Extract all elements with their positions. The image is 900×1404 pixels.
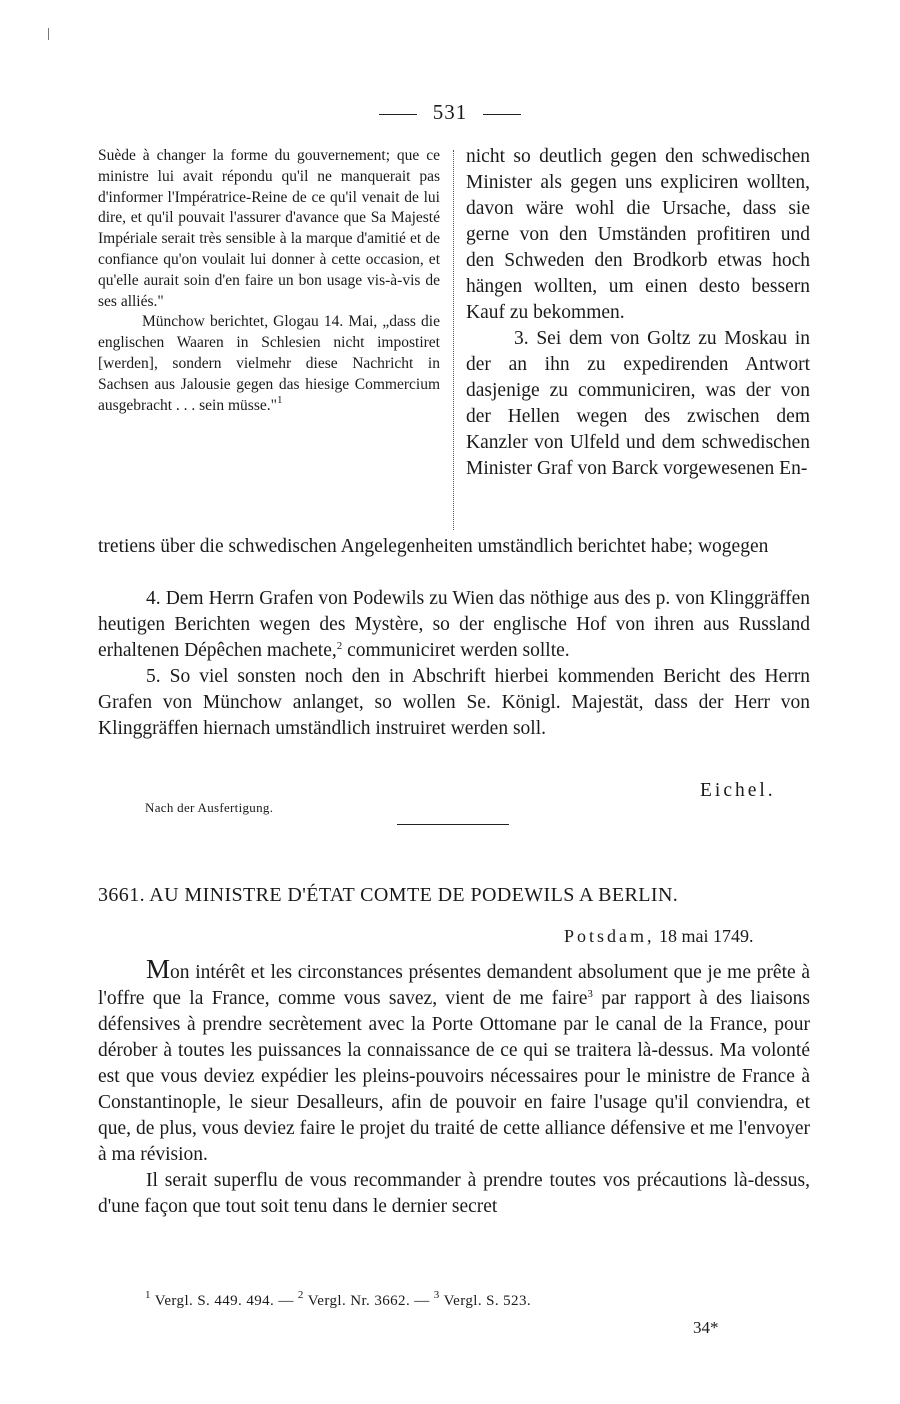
full-width-items <box>98 586 810 742</box>
letter-body <box>98 956 810 1220</box>
letter-paragraph-1 <box>98 956 810 1168</box>
footnote-2-number: 2 <box>297 1289 304 1301</box>
full-width-continuation <box>98 534 810 560</box>
margin-tick <box>48 28 49 40</box>
item-4-paragraph <box>98 586 810 664</box>
left-column-footnote-text <box>98 146 440 416</box>
footnote-2-text: Vergl. Nr. 3662. — <box>307 1293 430 1309</box>
signature-eichel: Eichel. <box>700 780 776 801</box>
right-paragraph-1: nicht so deutlich gegen den schwedischen Minister als gegen uns expliciren wollten, davon wäre wohl die Ursache, dass sie gerne von den Umständen profitiren und den Schweden den Brodkorb etwas hoch hängen wollten, um einen desto bessern Kauf zu bekommen. <box>466 146 810 323</box>
letter-paragraph-1-text: on intérêt et les circonstances présentes demandent absolument que je me prête à l'offre que la France, comme vous savez, vient de me faire <box>98 962 810 1009</box>
dateline-place: Potsdam, <box>564 926 655 946</box>
page-number-text: 531 <box>432 100 468 124</box>
page-number <box>0 100 900 125</box>
footnote-1-text: Vergl. S. 449. 494. — <box>154 1293 294 1309</box>
footnote-ref-1: 1 <box>276 393 283 406</box>
footnotes <box>145 1289 532 1310</box>
footnote-1-number: 1 <box>145 1289 151 1301</box>
right-paragraph-item-3: 3. Sei dem von Goltz zu Moskau in der an ihn zu expedirenden Antwort dasjenige zu communiciren, was der von der Hellen wegen des zwischen dem Kanzler von Ulfeld und dem schwedischen Minister Graf von Barck vorgewesenen En- <box>466 328 810 479</box>
left-paragraph-2-text: Münchow berichtet, Glogau 14. Mai, „dass die englischen Waaren in Schlesien nicht impostiret [werden], sondern vielmehr diese Nachricht in Sachsen aus Jalousie gegen das hiesige Commercium ausgebracht . . . sein müsse." <box>98 313 440 414</box>
document-heading: 3661. AU MINISTRE D'ÉTAT COMTE DE PODEWILS A BERLIN. <box>98 884 679 906</box>
footnote-3-text: Vergl. S. 523. <box>443 1293 532 1309</box>
section-separator <box>397 824 509 825</box>
item-4-text: 4. Dem Herrn Grafen von Podewils zu Wien das nöthige aus des p. von Klinggräffen heutigen Berichten wegen des Mystère, so der englische Hof von ihren aus Russland erhaltenen Dépêchen machete, <box>98 588 810 661</box>
item-5-paragraph: 5. So viel sonsten noch den in Abschrift hierbei kommenden Bericht des Herrn Grafen von Münchow anlanget, so wollen Se. Königl. Majestät, dass der Herr von Klinggräffen hiernach umständlich instruiret werden soll. <box>98 666 810 739</box>
footnote-3-number: 3 <box>433 1289 440 1301</box>
source-note: Nach der Ausfertigung. <box>145 800 274 815</box>
dateline-date: 18 mai 1749. <box>659 926 754 946</box>
right-column <box>466 144 810 482</box>
drop-cap: M <box>146 954 171 984</box>
letter-paragraph-2: Il serait superflu de vous recommander à prendre toutes vos précautions là-dessus, d'une façon que tout soit tenu dans le dernier secret <box>98 1170 810 1217</box>
letter-paragraph-1-text-end: par rapport à des liaisons défensives à prendre secrètement avec la Porte Ottomane par le canal de la France, pour dérober à toutes les puissances la connaissance de ce qui se traitera là-dessus. Ma volonté est que vous deviez expédier les pleins-pouvoirs nécessaires pour le ministre de France à Constantinople, le sieur Desalleurs, afin de pouvoir en faire l'usage qu'il conviendra, et que, de plus, vous deviez faire le projet du traité de cette alliance défensive et me l'envoyer à ma révision. <box>98 988 810 1165</box>
page-number-rule-left <box>379 114 417 115</box>
column-divider <box>453 150 454 530</box>
left-paragraph-1: Suède à changer la forme du gouvernement; que ce ministre lui avait répondu qu'il ne manquerait pas d'informer l'Impératrice-Reine de ce qu'il venait de lui dire, et qu'il pouvait l'assurer d'avance que Sa Majesté Impériale serait très sensible à la marque d'amitié et de confiance qu'on voulait lui donner à cette occasion, et qu'elle aurait soin d'en faire un bon usage vis-à-vis de ses alliés." <box>98 147 440 310</box>
dateline <box>564 926 754 947</box>
footnote-ref-3: 3 <box>587 988 593 1000</box>
printer-signature-mark: 34* <box>693 1318 719 1337</box>
footnote-ref-2: 2 <box>336 640 343 652</box>
item-4-text-end: communiciret werden sollte. <box>342 640 570 661</box>
left-paragraph-2 <box>98 312 440 416</box>
continuation-paragraph: tretiens über die schwedischen Angelegenheiten umständlich berichtet habe; wogegen <box>98 536 769 557</box>
page-number-rule-right <box>483 114 521 115</box>
